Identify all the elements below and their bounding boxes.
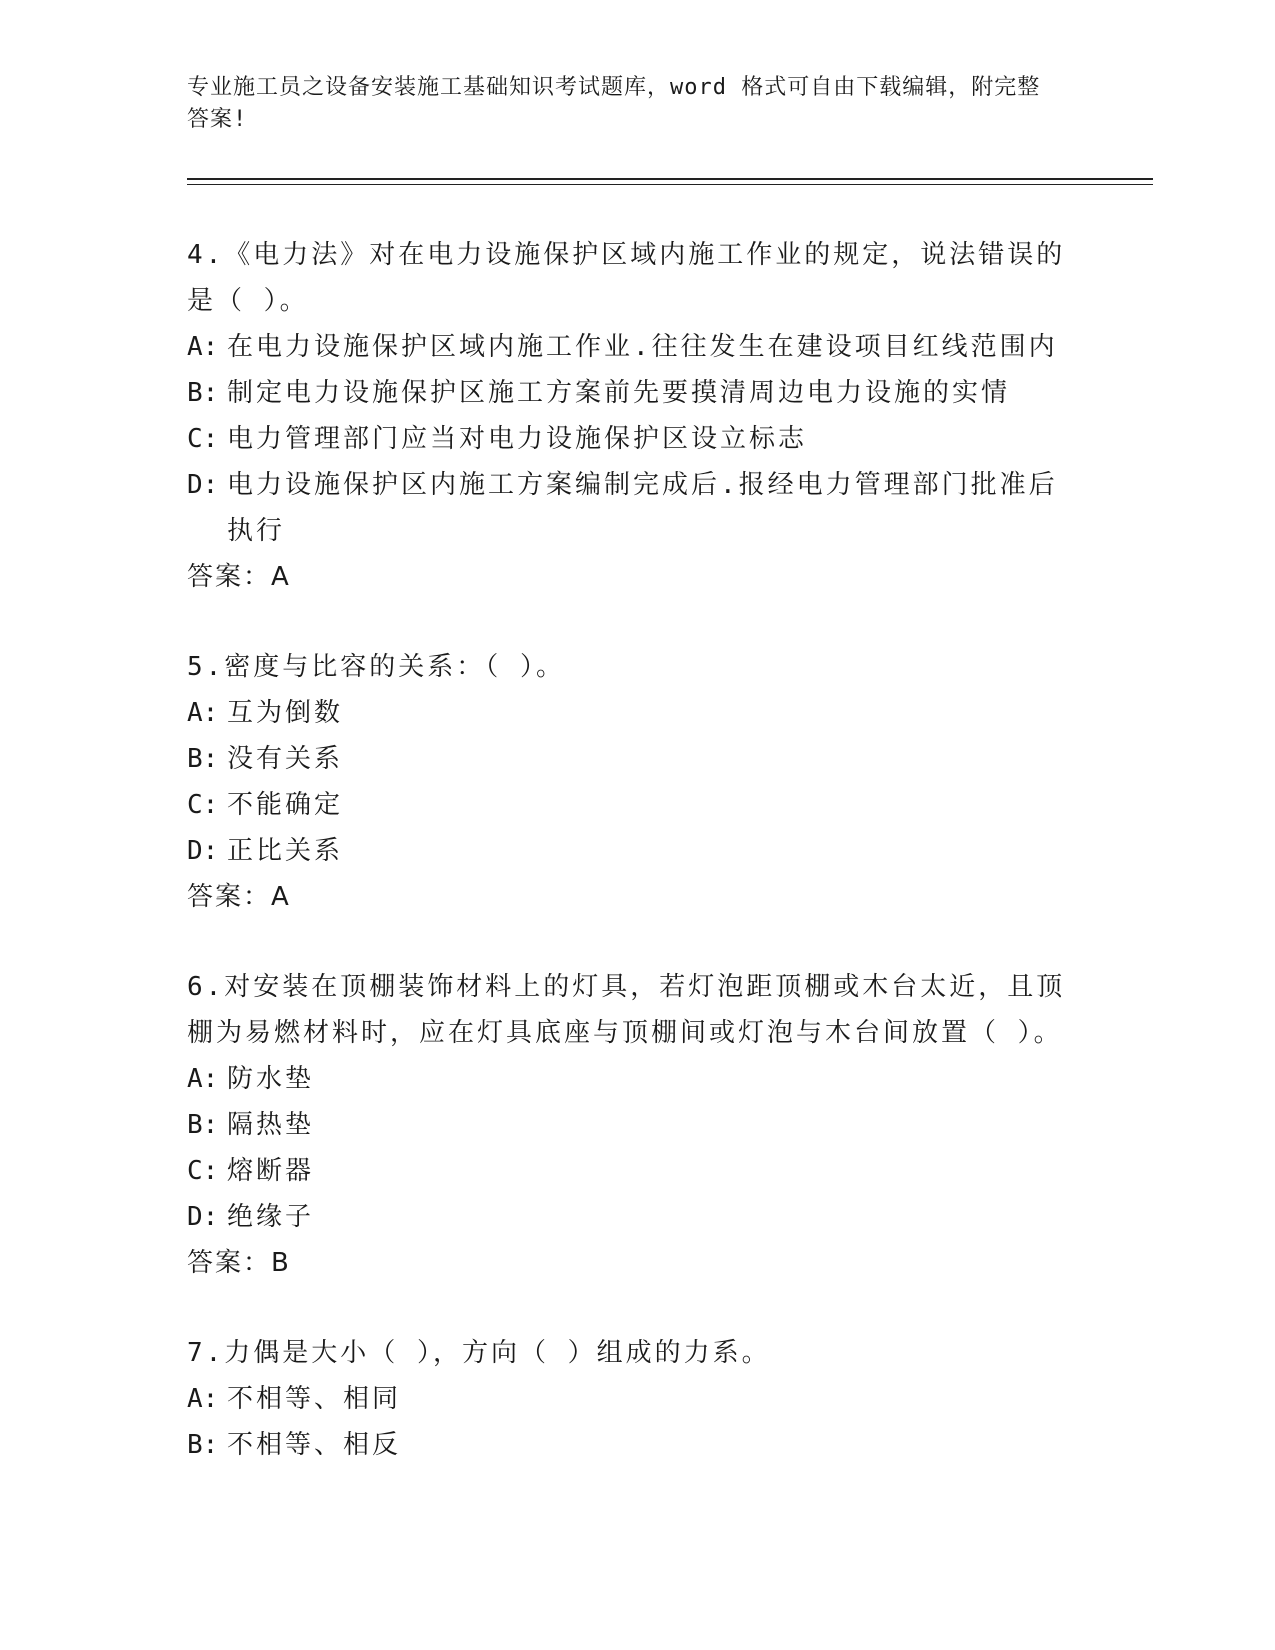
question-7 bbox=[187, 1330, 1067, 1468]
option-letter: B: bbox=[187, 744, 219, 774]
question-stem: 6.对安装在顶棚装饰材料上的灯具，若灯泡距顶棚或木台太近，且顶棚为易燃材料时，应在灯具底座与顶棚间或灯泡与木台间放置（ ）。 bbox=[187, 972, 1066, 1048]
option-text: 不能确定 bbox=[227, 790, 344, 820]
option-text: 不相等、相同 bbox=[227, 1384, 402, 1414]
option-d bbox=[187, 1194, 1067, 1240]
question-stem: 7.力偶是大小（ ），方向（ ）组成的力系。 bbox=[187, 1338, 771, 1368]
option-text: 防水垫 bbox=[227, 1064, 315, 1094]
option-b bbox=[187, 1102, 1067, 1148]
option-letter: C: bbox=[187, 1156, 219, 1186]
option-letter: C: bbox=[187, 424, 219, 454]
option-letter: A: bbox=[187, 1384, 219, 1414]
option-c bbox=[187, 1148, 1067, 1194]
option-a bbox=[187, 690, 1067, 736]
option-letter: D: bbox=[187, 836, 219, 866]
answer-line: 答案：A bbox=[187, 882, 291, 912]
option-text: 电力管理部门应当对电力设施保护区设立标志 bbox=[227, 424, 808, 454]
question-6 bbox=[187, 964, 1067, 1286]
option-a bbox=[187, 1056, 1067, 1102]
header-text: 专业施工员之设备安装施工基础知识考试题库，word 格式可自由下载编辑，附完整答案! bbox=[187, 75, 1041, 132]
option-text: 绝缘子 bbox=[227, 1202, 315, 1232]
question-stem: 5.密度与比容的关系：（ ）。 bbox=[187, 652, 565, 682]
header-divider-thick bbox=[187, 178, 1153, 180]
option-text: 正比关系 bbox=[227, 836, 344, 866]
option-b bbox=[187, 736, 1067, 782]
option-a bbox=[187, 324, 1067, 370]
option-letter: A: bbox=[187, 332, 219, 362]
option-letter: A: bbox=[187, 698, 219, 728]
answer-line: 答案：A bbox=[187, 562, 291, 592]
question-list bbox=[187, 232, 1067, 1512]
question-5 bbox=[187, 644, 1067, 920]
option-b bbox=[187, 370, 1067, 416]
option-b bbox=[187, 1422, 1067, 1468]
option-letter: B: bbox=[187, 1430, 219, 1460]
option-letter: B: bbox=[187, 1110, 219, 1140]
option-d bbox=[187, 828, 1067, 874]
option-text: 电力设施保护区内施工方案编制完成后.报经电力管理部门批准后执行 bbox=[227, 470, 1058, 546]
header-divider-thin bbox=[187, 184, 1153, 185]
answer-line: 答案：B bbox=[187, 1248, 291, 1278]
option-letter: A: bbox=[187, 1064, 219, 1094]
option-text: 互为倒数 bbox=[227, 698, 344, 728]
option-text: 熔断器 bbox=[227, 1156, 315, 1186]
option-letter: C: bbox=[187, 790, 219, 820]
option-letter: B: bbox=[187, 378, 219, 408]
option-text: 隔热垫 bbox=[227, 1110, 315, 1140]
option-letter: D: bbox=[187, 1202, 219, 1232]
option-text: 不相等、相反 bbox=[227, 1430, 402, 1460]
option-d bbox=[187, 462, 1067, 554]
option-text: 在电力设施保护区域内施工作业.往往发生在建设项目红线范围内 bbox=[227, 332, 1058, 362]
question-4 bbox=[187, 232, 1067, 600]
option-letter: D: bbox=[187, 470, 219, 500]
option-c bbox=[187, 782, 1067, 828]
option-text: 制定电力设施保护区施工方案前先要摸清周边电力设施的实情 bbox=[227, 378, 1011, 408]
question-stem: 4.《电力法》对在电力设施保护区域内施工作业的规定，说法错误的是（ ）。 bbox=[187, 240, 1066, 316]
option-c bbox=[187, 416, 1067, 462]
option-a bbox=[187, 1376, 1067, 1422]
document-header bbox=[187, 72, 1057, 136]
option-text: 没有关系 bbox=[227, 744, 344, 774]
